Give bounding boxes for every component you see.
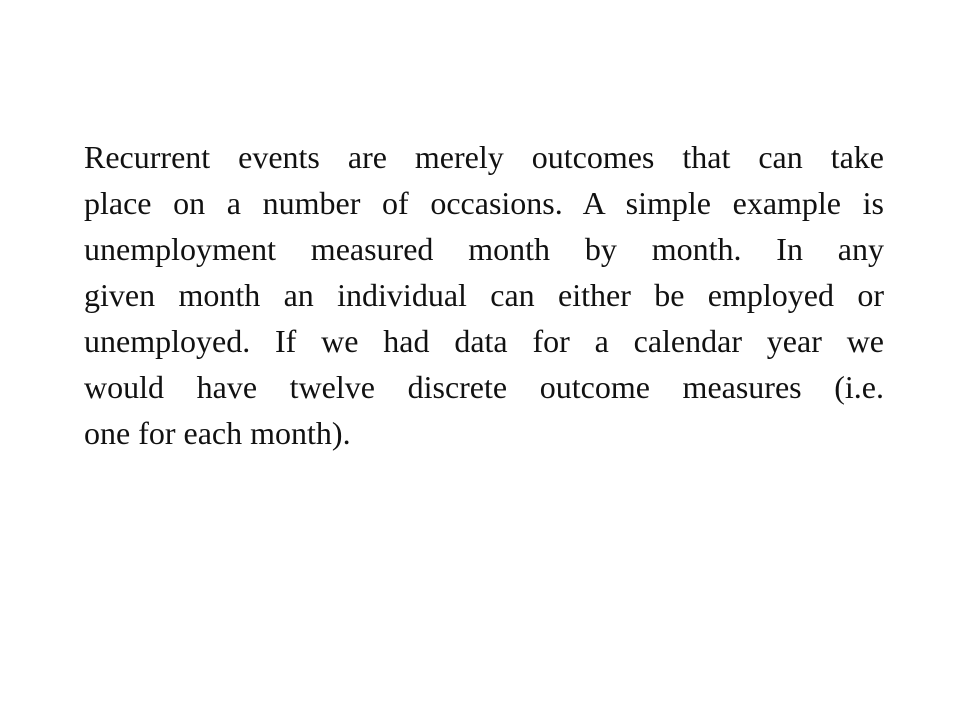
paragraph-line-1: Recurrent events are merely outcomes that can take [84, 139, 884, 175]
paragraph-line-7: one for each month). [84, 415, 351, 451]
paragraph-line-5: unemployed. If we had data for a calendar year we [84, 323, 884, 359]
paragraph-line-6: would have twelve discrete outcome measures (i.e. [84, 369, 884, 405]
paragraph-line-3: unemployment measured month by month. In any [84, 231, 884, 267]
paragraph-line-4: given month an individual can either be employed or [84, 277, 884, 313]
paragraph-line-2: place on a number of occasions. A simple example is [84, 185, 884, 221]
paragraph [84, 134, 884, 456]
